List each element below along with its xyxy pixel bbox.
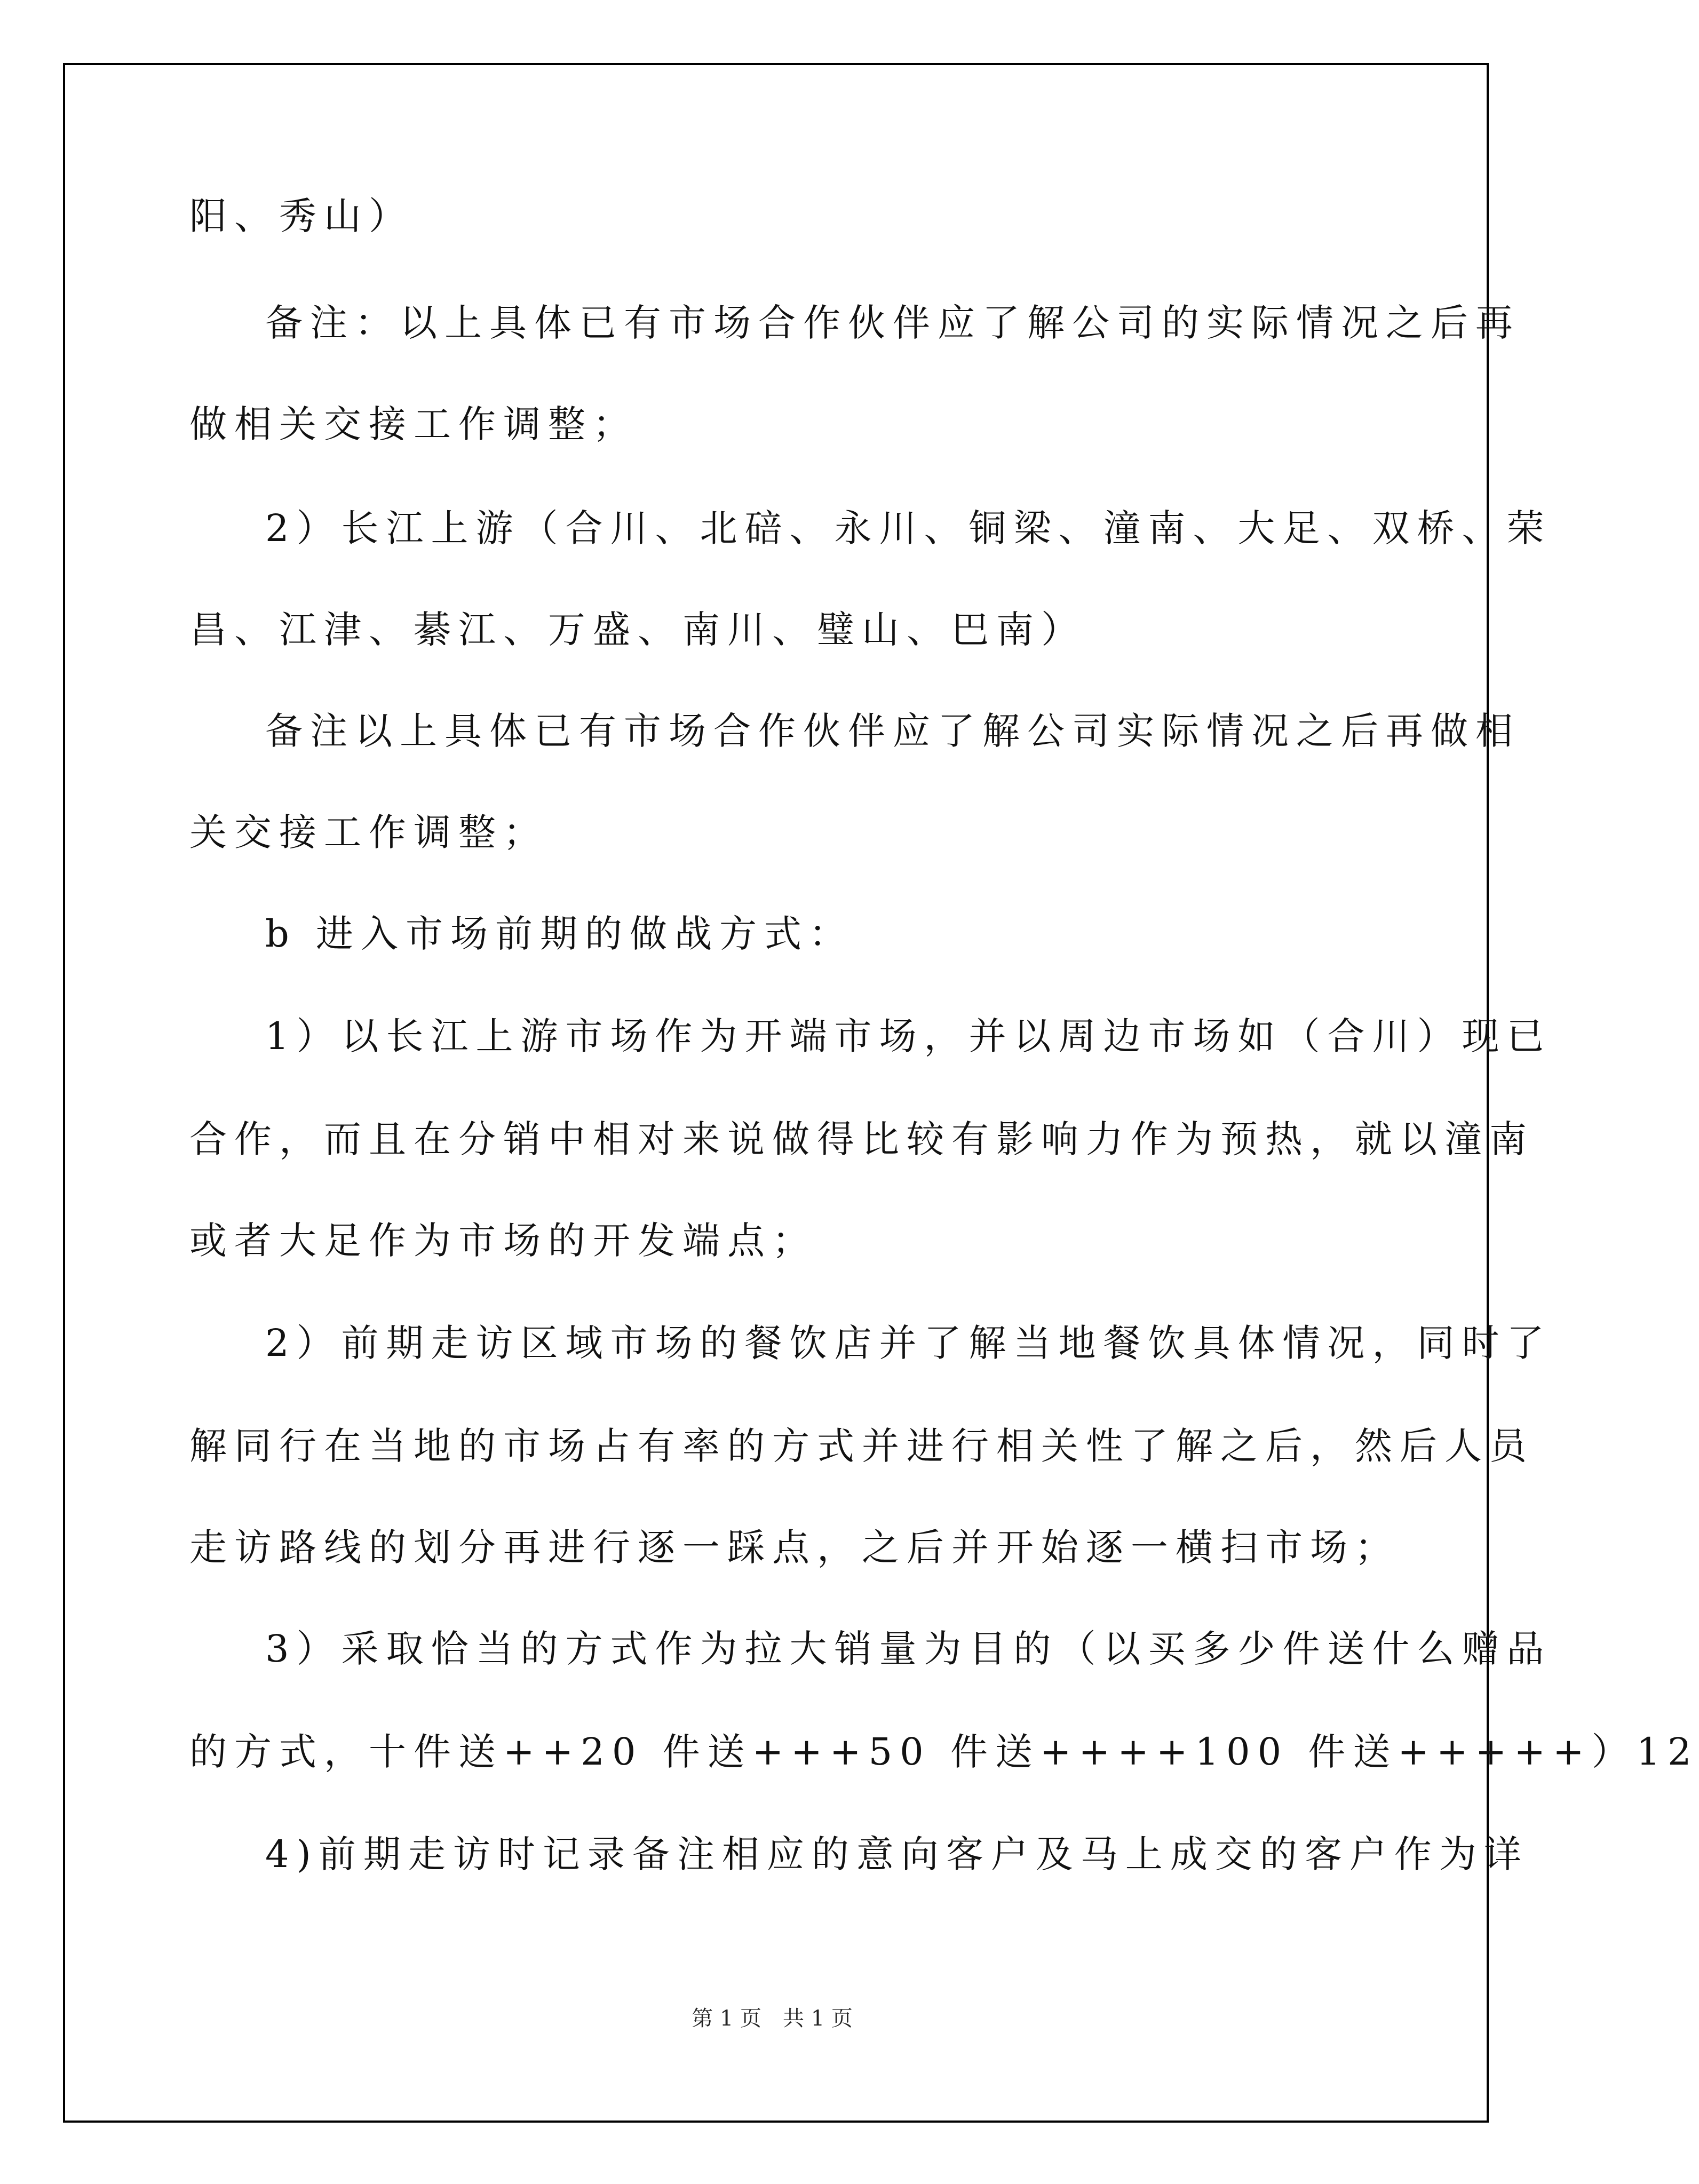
- text-line: 或者大足作为市场的开发端点；: [189, 1219, 817, 1262]
- page-border: [63, 63, 1489, 2123]
- text-line: 昌、江津、綦江、万盛、南川、璧山、巴南）: [189, 608, 1086, 652]
- text-line: 备注：以上具体已有市场合作伙伴应了解公司的实际情况之后再: [265, 301, 1520, 345]
- text-line: 2）长江上游（合川、北碚、永川、铜梁、潼南、大足、双桥、荣: [265, 506, 1552, 550]
- page-number-footer: 第 1 页 共 1 页: [692, 2006, 853, 2031]
- text-line: b 进入市场前期的做战方式：: [265, 912, 854, 956]
- text-line: 关交接工作调整；: [189, 811, 548, 854]
- text-line: 备注以上具体已有市场合作伙伴应了解公司实际情况之后再做相: [265, 709, 1520, 753]
- text-line: 合作，而且在分销中相对来说做得比较有影响力作为预热，就以潼南: [189, 1117, 1534, 1161]
- text-line: 3）采取恰当的方式作为拉大销量为目的（以买多少件送什么赠品: [265, 1627, 1552, 1671]
- text-line: 走访路线的划分再进行逐一踩点，之后并开始逐一横扫市场；: [189, 1526, 1400, 1569]
- text-line: 阳、秀山）: [189, 194, 414, 238]
- text-line: 4)前期走访时记录备注相应的意向客户及马上成交的客户作为详: [265, 1832, 1529, 1876]
- text-line: 做相关交接工作调整；: [189, 402, 638, 446]
- text-line: 的方式，十件送++20 件送+++50 件送++++100 件送+++++）12: [189, 1730, 1699, 1774]
- text-line: 1）以长江上游市场作为开端市场，并以周边市场如（合川）现已: [265, 1014, 1552, 1058]
- text-line: 2）前期走访区域市场的餐饮店并了解当地餐饮具体情况，同时了: [265, 1321, 1552, 1365]
- text-line: 解同行在当地的市场占有率的方式并进行相关性了解之后，然后人员: [189, 1424, 1534, 1468]
